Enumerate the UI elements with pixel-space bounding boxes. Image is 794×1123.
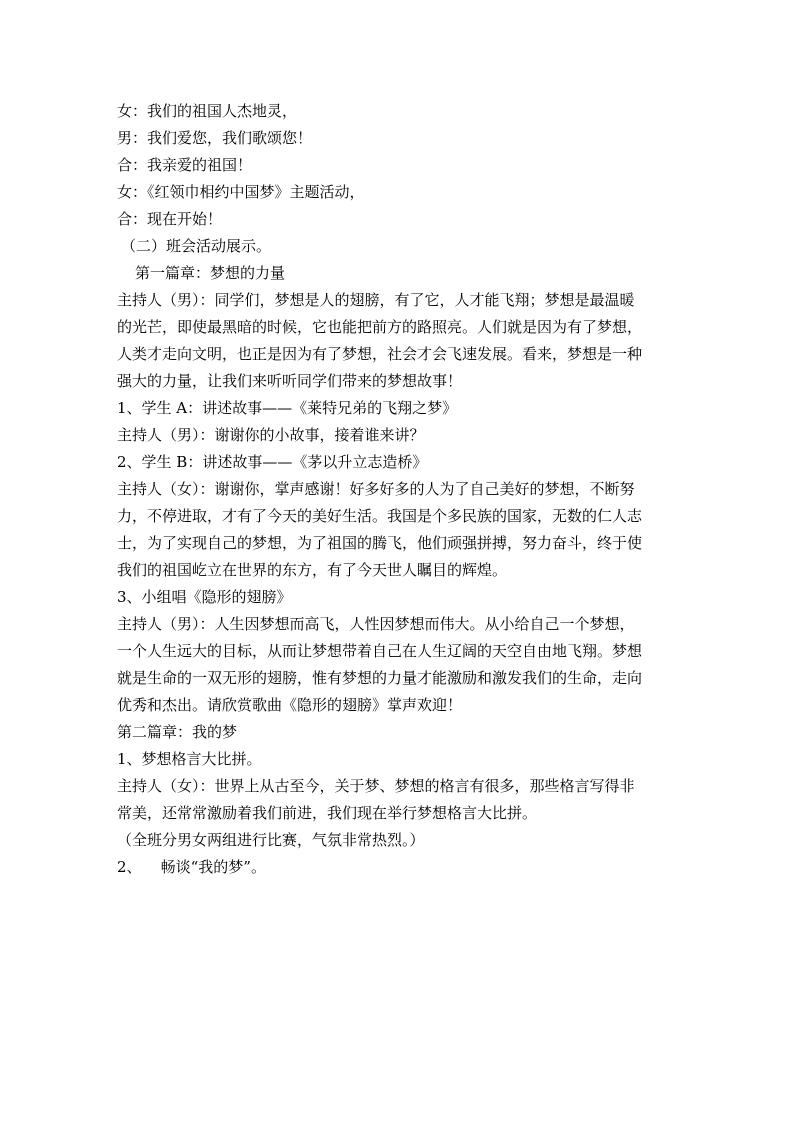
list-item: 1、梦想格言大比拼。 [117,750,262,768]
paragraph-line: 人类才走向文明，也正是因为有了梦想，社会才会飞速发展。看来，梦想是一种 [117,345,643,363]
paragraph-line: 强大的力量，让我们来听听同学们带来的梦想故事！ [117,372,463,390]
paragraph-line: 我们的祖国屹立在世界的东方，有了今天世人瞩目的辉煌。 [117,561,508,579]
paragraph-line: 主持人（男）：谢谢你的小故事，接着谁来讲？ [117,426,425,444]
paragraph-line: 士，为了实现自己的梦想，为了祖国的腾飞，他们顽强拼搏，努力奋斗，终于使 [117,534,643,552]
dialogue-line-together: 合：我亲爱的祖国！ [117,156,253,174]
paragraph-line: 就是生命的一双无形的翅膀，惟有梦想的力量才能激励和激发我们的生命，走向 [117,669,643,687]
paragraph-line: 主持人（女）：世界上从古至今，关于梦、梦想的格言有很多，那些格言写得非 [117,777,635,795]
list-item: 2、学生 B：讲述故事——《茅以升立志造桥》 [117,453,428,471]
list-item: 1、学生 A：讲述故事——《莱特兄弟的飞翔之梦》 [117,399,458,417]
dialogue-line-together: 合：现在开始！ [117,210,223,228]
paragraph-line: （全班分男女两组进行比赛，气氛非常热烈。） [117,831,425,849]
list-item: 2、 畅谈“我的梦”。 [117,858,266,876]
dialogue-line-female: 女：我们的祖国人杰地灵， [117,102,298,120]
list-item: 3、小组唱《隐形的翅膀》 [117,588,292,606]
dialogue-line-male: 男：我们爱您，我们歌颂您！ [117,129,313,147]
paragraph-line: 一个人生远大的目标，从而让梦想带着自己在人生辽阔的天空自由地飞翔。梦想 [117,642,643,660]
paragraph-line: 主持人（男）：人生因梦想而高飞，人性因梦想而伟大。从小给自己一个梦想， [117,615,635,633]
section-heading: （二）班会活动展示。 [121,237,272,255]
paragraph-line: 常美，还常常激励着我们前进，我们现在举行梦想格言大比拼。 [117,804,538,822]
paragraph-line: 力，不停进取，才有了今天的美好生活。我国是个多民族的国家，无数的仁人志 [117,507,643,525]
chapter-heading: 第二篇章：我的梦 [117,723,238,741]
dialogue-line-female: 女：《红领巾相约中国梦》主题活动， [117,183,365,201]
paragraph-line: 主持人（女）：谢谢你，掌声感谢！好多好多的人为了自己美好的梦想，不断努 [117,480,635,498]
paragraph-line: 的光芒，即使最黑暗的时候，它也能把前方的路照亮。人们就是因为有了梦想， [117,318,643,336]
paragraph-line: 优秀和杰出。请欣赏歌曲《隐形的翅膀》掌声欢迎！ [117,696,463,714]
document-page [117,98,677,881]
chapter-heading: 第一篇章：梦想的力量 [135,264,286,282]
paragraph-line: 主持人（男）：同学们，梦想是人的翅膀，有了它，人才能飞翔；梦想是最温暖 [117,291,635,309]
